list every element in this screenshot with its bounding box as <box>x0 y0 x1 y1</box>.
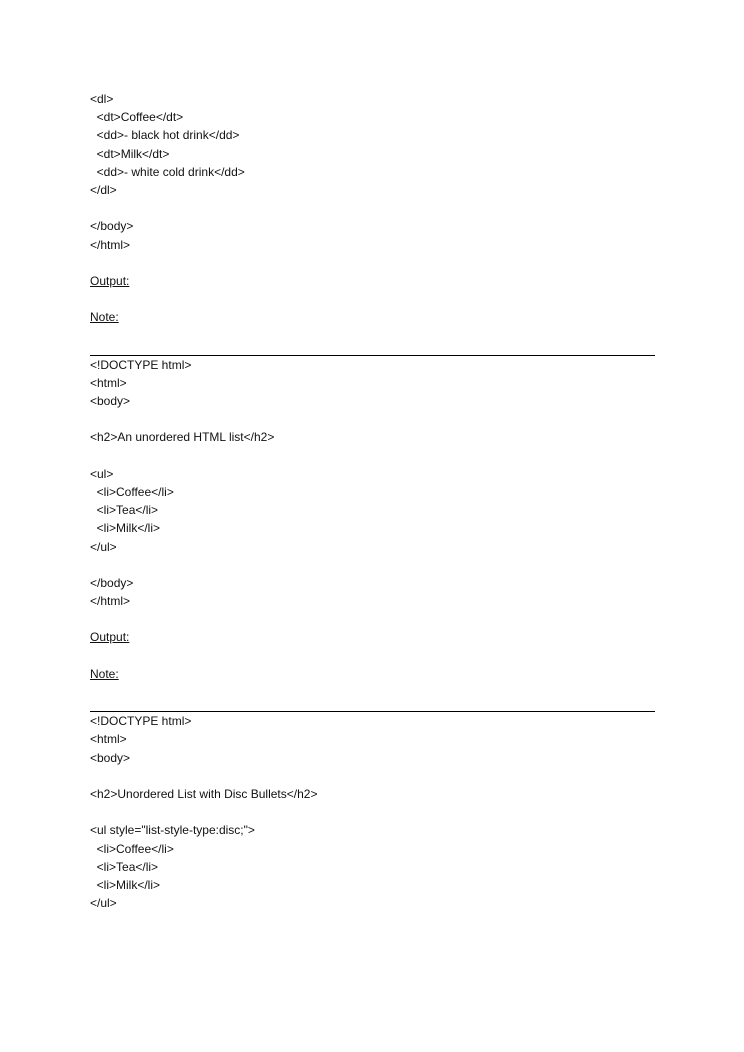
blank-line <box>90 767 655 785</box>
blank-line <box>90 410 655 428</box>
code-line: </dl> <box>90 182 117 197</box>
code-line: <html> <box>90 375 127 390</box>
blank-line <box>90 683 655 701</box>
code-line: </body> <box>90 219 134 234</box>
code-line: <!DOCTYPE html> <box>90 714 192 729</box>
code-line: <h2>An unordered HTML list</h2> <box>90 430 275 445</box>
note-label: Note: <box>90 310 119 325</box>
blank-line <box>90 556 655 574</box>
blank-line <box>90 647 655 665</box>
output-label: Output: <box>90 630 130 645</box>
code-line: <dt>Milk</dt> <box>90 146 170 161</box>
code-line: </body> <box>90 575 134 590</box>
code-line: <li>Milk</li> <box>90 877 161 892</box>
code-line: <dt>Coffee</dt> <box>90 110 184 125</box>
code-line: </html> <box>90 237 131 252</box>
code-line: </ul> <box>90 896 117 911</box>
code-line: <dd>- black hot drink</dd> <box>90 128 240 143</box>
blank-line <box>90 447 655 465</box>
code-line: <li>Tea</li> <box>90 859 159 874</box>
code-block-1 <box>90 90 655 254</box>
blank-line <box>90 290 655 308</box>
code-line: <dd>- white cold drink</dd> <box>90 164 245 179</box>
code-line: <li>Coffee</li> <box>90 484 174 499</box>
blank-line <box>90 254 655 272</box>
code-line: <li>Coffee</li> <box>90 841 174 856</box>
code-line: <body> <box>90 750 131 765</box>
output-label: Output: <box>90 273 130 288</box>
document-content <box>90 90 655 912</box>
code-block-3 <box>90 712 655 912</box>
code-line: <dl> <box>90 92 114 106</box>
blank-line <box>90 326 655 344</box>
code-line: <li>Milk</li> <box>90 521 161 536</box>
blank-line <box>90 803 655 821</box>
code-line: <ul style="list-style-type:disc;"> <box>90 823 255 838</box>
code-line: <!DOCTYPE html> <box>90 357 192 372</box>
blank-line <box>90 610 655 628</box>
blank-line <box>90 199 655 217</box>
code-line: <h2>Unordered List with Disc Bullets</h2> <box>90 786 318 801</box>
code-line: <html> <box>90 732 127 747</box>
code-line: <body> <box>90 394 131 408</box>
code-block-2 <box>90 356 655 611</box>
code-line: </html> <box>90 594 131 609</box>
code-line: <li>Tea</li> <box>90 503 159 518</box>
code-line: </ul> <box>90 539 117 554</box>
note-label: Note: <box>90 666 119 681</box>
code-line: <ul> <box>90 466 114 481</box>
